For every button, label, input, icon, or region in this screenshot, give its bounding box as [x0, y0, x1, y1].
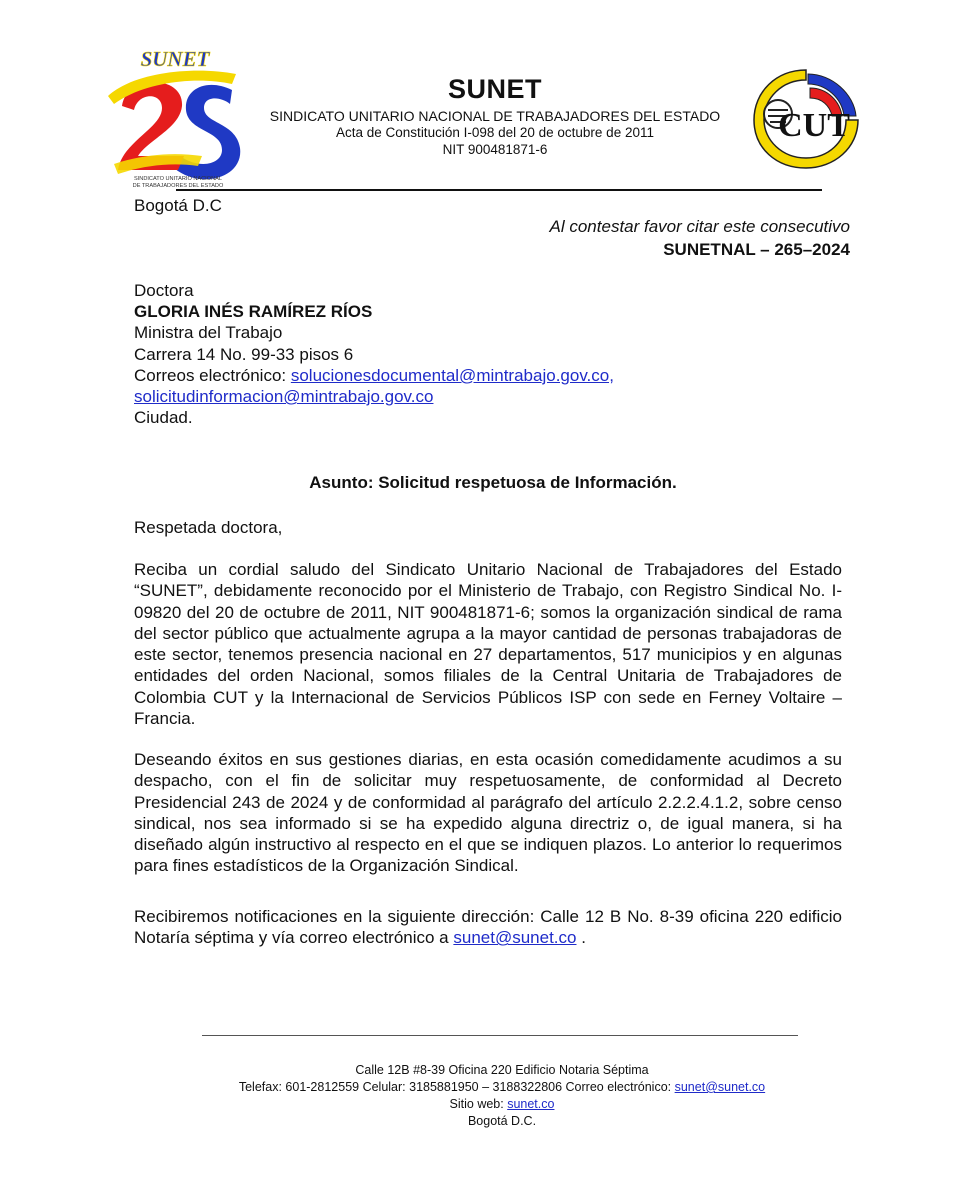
- email-link-solicitud[interactable]: solicitudinformacion@mintrabajo.gov.co: [134, 387, 434, 407]
- recipient-position: Ministra del Trabajo: [134, 323, 283, 343]
- body-paragraph-1: Reciba un cordial saludo del Sindicato Unitario Nacional de Trabajadores del Estado “SUNET”, debidamente reconocido por el Ministerio de Trabajo, con Registro Sindical No. I-09820 del 20 de octubre de 2011, NIT 900481871-6; somos la organización sindical de rama del sector público que actualmente agrupa a la mayor cantidad de personas trabajadoras de este sector, tenemos presencia nacional en 27 departamentos, 517 municipios y en algunas entidades del orden Nacional, somos filiales de la Central Unitaria de Trabajadores de Colombia CUT y la Internacional de Servicios Públicos ISP con sede en Ferney Voltaire – Francia.: [134, 560, 842, 729]
- cut-logo: [748, 66, 864, 172]
- letter-greeting: Respetada doctora,: [134, 518, 283, 537]
- cut-logo-wordmark: CUT: [778, 107, 850, 144]
- email-link-sunet[interactable]: sunet@sunet.co: [453, 928, 577, 948]
- footer-website-link[interactable]: sunet.co: [507, 1097, 555, 1111]
- recipient-emails-line: [134, 365, 614, 386]
- paragraph-3-end: .: [576, 928, 586, 948]
- footer-city: Bogotá D.C.: [467, 1114, 537, 1128]
- footer-contact: [150, 1079, 854, 1095]
- sunet-logo-caption-2: DE TRABAJADORES DEL ESTADO: [132, 183, 224, 189]
- sunet-logo-wordmark: SUNET: [140, 47, 210, 71]
- header-union-name: SINDICATO UNITARIO NACIONAL DE TRABAJADORES DEL ESTADO: [269, 108, 721, 124]
- footer-divider: [202, 1035, 798, 1036]
- cite-note: Al contestar favor citar este consecutivo: [549, 217, 850, 236]
- footer-address: Calle 12B #8-39 Oficina 220 Edificio Notaria Séptima: [355, 1063, 649, 1077]
- body-paragraph-3: [134, 906, 842, 949]
- email-link-soluciones[interactable]: solucionesdocumental@mintrabajo.gov.co,: [290, 365, 614, 385]
- footer-email-link[interactable]: sunet@sunet.co: [674, 1080, 766, 1094]
- recipient-title: Doctora: [134, 281, 194, 300]
- footer-website-label: Sitio web:: [449, 1097, 508, 1111]
- recipient-address: Carrera 14 No. 99-33 pisos 6: [134, 344, 354, 364]
- footer-phones: Telefax: 601-2812559 Celular: 3185881950 – 3188322806 Correo electrónico:: [238, 1080, 675, 1094]
- header-divider: [176, 189, 822, 191]
- footer-website: [150, 1096, 854, 1112]
- emails-label: Correos electrónico:: [134, 365, 291, 385]
- letter-subject: Asunto: Solicitud respetuosa de Información.: [309, 473, 677, 492]
- consecutive-number: SUNETNAL – 265–2024: [663, 240, 850, 259]
- recipient-block: [134, 280, 614, 428]
- sunet-logo: [104, 44, 246, 190]
- header-acta: Acta de Constitución I-098 del 20 de octubre de 2011: [336, 125, 654, 140]
- header-title: SUNET: [447, 74, 542, 104]
- recipient-name: GLORIA INÉS RAMÍREZ RÍOS: [134, 302, 373, 322]
- paragraph-3-text: Recibiremos notificaciones en la siguiente dirección: Calle 12 B No. 8-39 oficina 220 edificio Notaría séptima y vía correo electrónico a: [134, 907, 842, 948]
- body-paragraph-2: Deseando éxitos en sus gestiones diarias, en esta ocasión comedidamente acudimos a su despacho, con el fin de solicitar muy respetuosamente, de conformidad al Decreto Presidencial 243 de 2024 y de conformidad al parágrafo del artículo 2.2.2.4.1.2, sobre censo sindical, nos sea informado si se ha expedido alguna directriz o, de igual manera, si ha diseñado algún instructivo al respecto en el que se indiquen plazos. Lo anterior lo requerimos para fines estadísticos de la Organización Sindical.: [134, 750, 842, 876]
- sunet-logo-caption-1: SINDICATO UNITARIO NACIONAL: [134, 176, 222, 182]
- recipient-city: Ciudad.: [134, 408, 193, 428]
- letter-city: Bogotá D.C: [134, 196, 222, 215]
- header-nit: NIT 900481871-6: [442, 142, 548, 157]
